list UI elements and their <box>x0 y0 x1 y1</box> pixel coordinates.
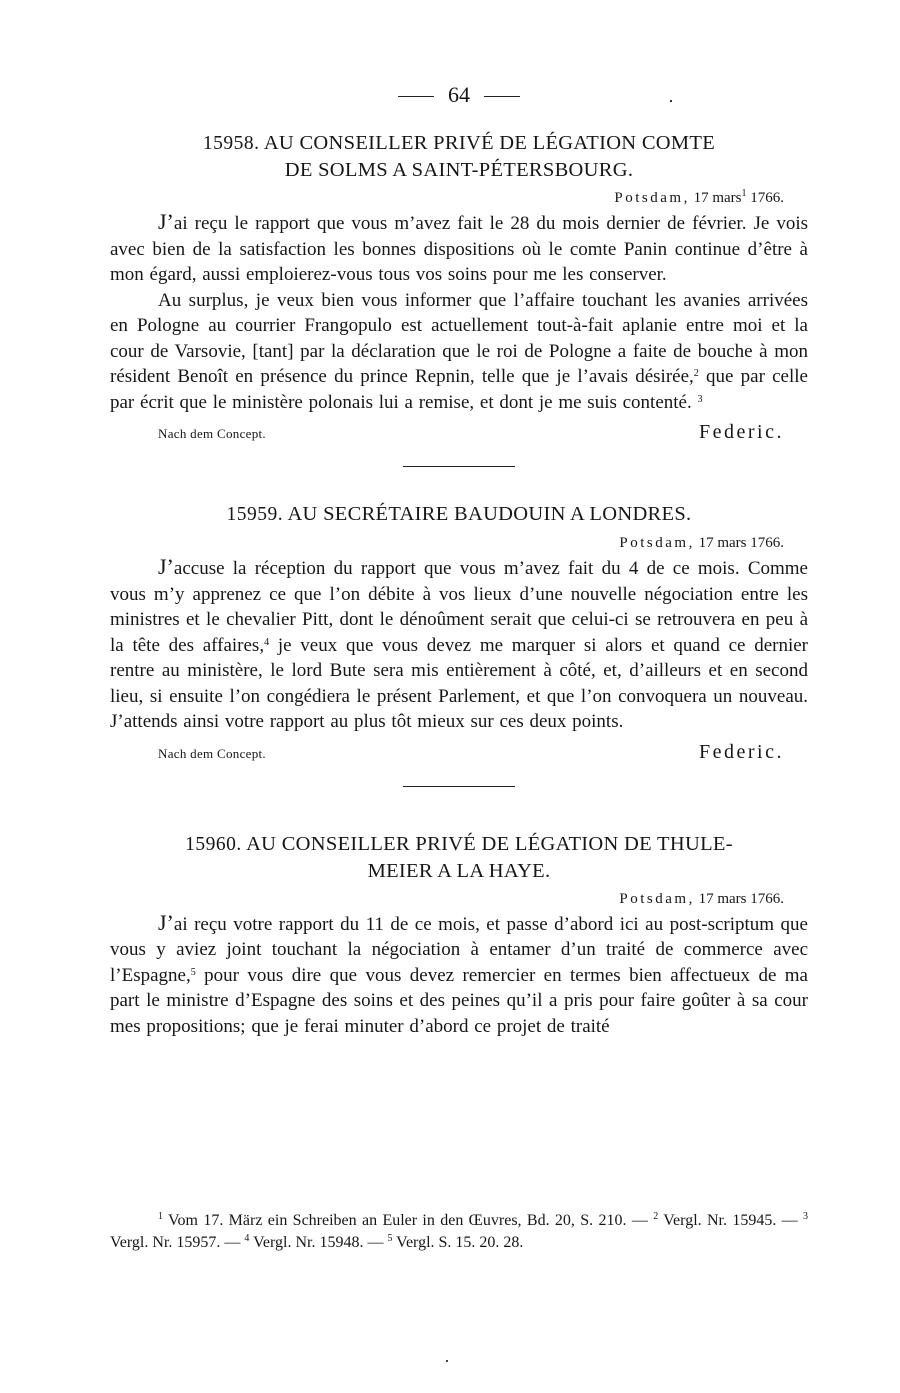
dateline-place: Potsdam, <box>619 890 695 907</box>
dateline-place: Potsdam, <box>614 190 690 206</box>
paragraph-text: pour vous dire que vous devez remercier en termes bien affectueux de ma part le ministre d’Espagne des soins et des peines qu’il a pris pour faire goûter à sa cour mes propositions; que je ferai minuter d’abord ce projet de traité <box>110 964 808 1037</box>
footnote-mark: 5 <box>387 1233 393 1244</box>
footnote-ref: 5 <box>190 966 196 978</box>
paragraph-text: je veux que vous devez me marquer si alors et quand ce dernier rentre au ministère, le lord Bute sera mis entièrement à côté, et, d’ailleurs et en second lieu, si ensuite l’on congédiera le présent Parlement, et que l’on convoquera un nouveau. J’attends ainsi votre rapport au plus tôt mieux sur ces deux points. <box>110 634 809 732</box>
source-note: Nach dem Concept. <box>158 745 266 761</box>
letter-body <box>110 554 808 735</box>
signature: Federic. <box>699 421 784 443</box>
page-number-line <box>110 80 808 110</box>
letter-body <box>110 209 808 415</box>
dateline-year: 1766. <box>746 190 784 206</box>
section-divider <box>403 786 515 787</box>
footnote-mark: 4 <box>244 1233 250 1244</box>
page-number-dash-left <box>398 96 434 97</box>
letter-heading <box>110 130 808 183</box>
paragraph <box>110 910 808 1040</box>
dateline-place: Potsdam, <box>619 535 695 551</box>
letter-number: 15958. <box>202 133 260 154</box>
letter-heading-line1: AU SECRÉTAIRE BAUDOUIN A LONDRES. <box>287 503 692 525</box>
footnote-ref: 1 <box>741 188 747 199</box>
page-number: 64 <box>448 82 470 107</box>
letter-heading <box>110 501 808 528</box>
letter-15958 <box>110 130 808 467</box>
footnote-text: Vergl. S. 15. 20. 28. <box>392 1234 524 1251</box>
footnotes <box>110 1210 808 1254</box>
footnote-ref: 4 <box>264 636 270 648</box>
source-note: Nach dem Concept. <box>158 426 266 441</box>
letter-heading-line2: MEIER A LA HAYE. <box>367 859 551 882</box>
footnote-ref: 2 <box>693 368 699 379</box>
paragraph-text: que par celle par écrit que le ministère polonais lui a remise, et dont je me suis contenté. <box>110 366 808 413</box>
letter-number: 15960. <box>185 833 242 855</box>
dateline <box>110 187 808 209</box>
footnote-mark: 1 <box>158 1211 163 1222</box>
paragraph: J’ai reçu le rapport que vous m’avez fait le 28 du mois dernier de février. Je vois avec bien de la satisfaction les bonnes dispositions où le comte Panin continue d’être à mon égard, aussi emploierez-vous tous vos soins pour me les conserver. <box>110 209 808 285</box>
page-speck <box>446 1360 448 1362</box>
footnote-mark: 2 <box>653 1211 659 1222</box>
footnote-block <box>110 1210 808 1254</box>
dateline-date: 17 mars 1766. <box>698 535 784 551</box>
signoff <box>110 421 808 444</box>
letter-heading-line2: DE SOLMS A SAINT-PÉTERSBOURG. <box>284 159 634 181</box>
dateline <box>110 532 808 554</box>
letter-heading <box>110 831 808 884</box>
letter-heading-line1: AU CONSEILLER PRIVÉ DE LÉGATION DE THULE- <box>246 832 733 855</box>
page-content <box>110 80 808 1039</box>
letter-15959 <box>110 501 808 787</box>
signoff <box>110 741 808 764</box>
signature: Federic. <box>699 740 784 763</box>
footnote-mark: 3 <box>803 1211 809 1222</box>
footnote-ref: 3 <box>697 393 703 405</box>
paragraph-text: J’ai reçu votre rapport du 11 de ce mois, et passe d’abord ici au post-scriptum que vous y aviez joint touchant la négociation à entamer d’un traité de commerce avec l’Espagne, <box>110 909 808 986</box>
dateline-date: 17 mars 1766. <box>698 890 784 907</box>
dateline <box>110 888 808 910</box>
footnote-text: Vergl. Nr. 15957. — <box>110 1234 241 1251</box>
paragraph-text: Au surplus, je veux bien vous informer que l’affaire touchant les avanies arrivées en Pologne au courrier Frangopulo est actuellement tout-à-fait aplanie entre moi et la cour de Varsovie, [tant] par la déclaration que le roi de Pologne a faite de bouche à mon résident Benoît en présence du prince Repnin, telle que je l’avais désirée, <box>110 289 808 387</box>
letter-heading-line1: AU CONSEILLER PRIVÉ DE LÉGATION COMTE <box>263 132 716 154</box>
footnote-text: Vergl. Nr. 15945. — <box>658 1212 798 1229</box>
letter-body <box>110 910 808 1040</box>
page-number-dash-right <box>484 96 520 97</box>
footnote-text: Vergl. Nr. 15948. — <box>249 1234 384 1251</box>
paragraph <box>110 288 808 416</box>
letter-number: 15959. <box>226 504 284 525</box>
letter-15960 <box>110 831 808 1040</box>
dateline-date: 17 mars <box>693 190 742 206</box>
section-divider <box>403 466 515 467</box>
paragraph-text: J’accuse la réception du rapport que vous m’avez fait du 4 de ce mois. Comme vous m’y apprenez ce que l’on débite à vos lieux d’une nouvelle négociation entre les ministres et le chevalier Pitt, dont le dénoûment serait que celui-ci se retrouvera en peu à la tête des affaires, <box>110 554 808 656</box>
footnote-text: Vom 17. März ein Schreiben an Euler in den Œuvres, Bd. 20, S. 210. — <box>163 1212 648 1229</box>
paragraph <box>110 554 808 735</box>
